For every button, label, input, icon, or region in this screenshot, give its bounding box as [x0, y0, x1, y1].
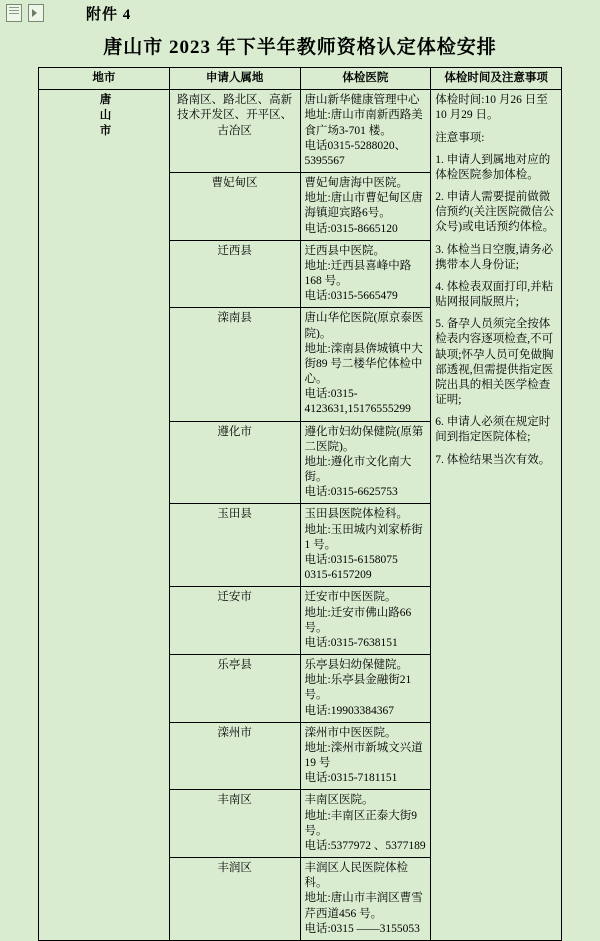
- area-cell: 丰南区: [169, 790, 300, 858]
- hospital-address: 地址:乐亭县金融街21 号。: [304, 674, 412, 702]
- note-item: 3. 体检当日空腹,请务必携带本人身份证;: [435, 243, 554, 271]
- hospital-name: 迁西县中医院。: [304, 244, 385, 257]
- hospital-phone: 电话:0315-8665120: [304, 222, 398, 235]
- hospital-cell: [300, 504, 431, 587]
- hospital-cell: [300, 655, 431, 723]
- area-cell: 滦南县: [169, 308, 300, 421]
- hospital-name: 唐山华佗医院(原京泰医院)。: [304, 312, 424, 340]
- hospital-address: 地址:滦州市新城文兴道19 号: [304, 741, 423, 770]
- hospital-address: 地址:遵化市文化南大街。: [304, 455, 412, 484]
- hospital-cell: [300, 722, 431, 790]
- page-title: 唐山市 2023 年下半年教师资格认定体检安排: [103, 37, 497, 58]
- note-item: 7. 体检结果当次有效。: [435, 453, 551, 466]
- note-item: 注意事项:: [435, 131, 485, 144]
- hospital-address: 地址:唐山市南新西路美食广场3-701 楼。: [304, 109, 423, 137]
- header-hospital: 体检医院: [300, 68, 431, 90]
- exam-schedule-table: [38, 67, 562, 941]
- hospital-cell: [300, 587, 431, 655]
- area-cell: 曹妃甸区: [169, 173, 300, 241]
- hospital-address: 地址:迁西县喜峰中路168 号。: [304, 259, 412, 288]
- hospital-cell: [300, 858, 431, 941]
- hospital-address: 地址:迁安市佛山路66 号。: [304, 606, 412, 634]
- top-icon-bar: [0, 0, 600, 26]
- table-header-row: [39, 68, 562, 90]
- hospital-address: 地址:唐山市曹妃甸区唐海镇迎宾路6号。: [304, 192, 423, 220]
- hospital-cell: [300, 421, 431, 504]
- area-cell: 乐亭县: [169, 655, 300, 723]
- area-cell: 迁西县: [169, 240, 300, 308]
- hospital-name: 乐亭县妇幼保健院。: [304, 659, 408, 672]
- hospital-name: 迁安市中医医院。: [304, 591, 397, 604]
- note-item: 1. 申请人到属地对应的体检医院参加体检。: [435, 153, 551, 181]
- hospital-phone: 电话:19903384367: [304, 704, 394, 717]
- note-item: 体检时间:10 月26 日至10 月29 日。: [435, 94, 548, 122]
- hospital-cell: [300, 308, 431, 421]
- area-cell: 路南区、路北区、高新技术开发区、开平区、古冶区: [169, 90, 300, 173]
- hospital-address: 地址:丰南区正泰大街9 号。: [304, 809, 417, 837]
- hospital-name: 曹妃甸唐海中医院。: [304, 177, 408, 190]
- hospital-cell: [300, 173, 431, 241]
- note-item: 6. 申请人必须在规定时间到指定医院体检;: [435, 416, 551, 444]
- hospital-phone: 电话:0315-6625753: [304, 486, 398, 499]
- document-icon[interactable]: [6, 4, 22, 22]
- hospital-name: 遵化市妇幼保健院(原第二医院)。: [304, 425, 424, 453]
- hospital-cell: [300, 240, 431, 308]
- city-cell: [39, 90, 170, 941]
- notes-cell: [431, 90, 562, 941]
- hospital-phone: 电话:0315-7181151: [304, 772, 398, 785]
- hospital-phone: 电话:5377972 、5377189: [304, 839, 426, 852]
- note-item: 2. 申请人需要提前做微信预约(关注医院微信公众号)或电话预约体检。: [435, 191, 555, 234]
- hospital-phone: 电话:0315-7638151: [304, 636, 398, 649]
- hospital-address: 地址:唐山市丰润区曹雪芹西道456 号。: [304, 892, 423, 920]
- hospital-address: 地址:玉田城内刘家桥街1 号。: [304, 523, 423, 551]
- header-area: 申请人属地: [169, 68, 300, 90]
- hospital-name: 滦州市中医医院。: [304, 726, 397, 739]
- note-item: 5. 备孕人员须完全按体检表内容逐项检查,不可缺项;怀孕人员可免做胸部透视,但需提供指定医院出具的相关医学检查证明;: [435, 318, 554, 407]
- area-cell: 玉田县: [169, 504, 300, 587]
- hospital-phone: 电话:0315-6158075 0315-6157209: [304, 553, 398, 582]
- hospital-address: 地址:滦南县倴城镇中大街89 号二楼华佗体检中心。: [304, 342, 423, 386]
- attachment-label: 附件 4: [86, 6, 132, 23]
- header-notes: 体检时间及注意事项: [431, 68, 562, 90]
- header-city: 地市: [39, 68, 170, 90]
- city-label: 唐山市: [98, 93, 111, 140]
- hospital-name: 丰南区医院。: [304, 794, 374, 807]
- area-cell: 丰润区: [169, 858, 300, 941]
- area-cell: 滦州市: [169, 722, 300, 790]
- note-item: 4. 体检表双面打印,并粘贴网报同版照片;: [435, 280, 554, 309]
- hospital-name: 唐山新华健康管理中心: [304, 94, 420, 107]
- hospital-cell: [300, 90, 431, 173]
- area-cell: 迁安市: [169, 587, 300, 655]
- arrow-icon[interactable]: [28, 4, 44, 22]
- hospital-cell: [300, 790, 431, 858]
- hospital-phone: 电话:0315 ——3155053: [304, 922, 420, 935]
- hospital-name: 玉田县医院体检科。: [304, 508, 408, 521]
- hospital-phone: 电话0315-5288020、5395567: [304, 139, 407, 167]
- table-row: [39, 90, 562, 173]
- area-cell: 遵化市: [169, 421, 300, 504]
- hospital-name: 丰润区人民医院体检科。: [304, 862, 408, 890]
- hospital-phone: 电话:0315-5665479: [304, 290, 398, 303]
- hospital-phone: 电话:0315-4123631,15176555299: [304, 388, 411, 416]
